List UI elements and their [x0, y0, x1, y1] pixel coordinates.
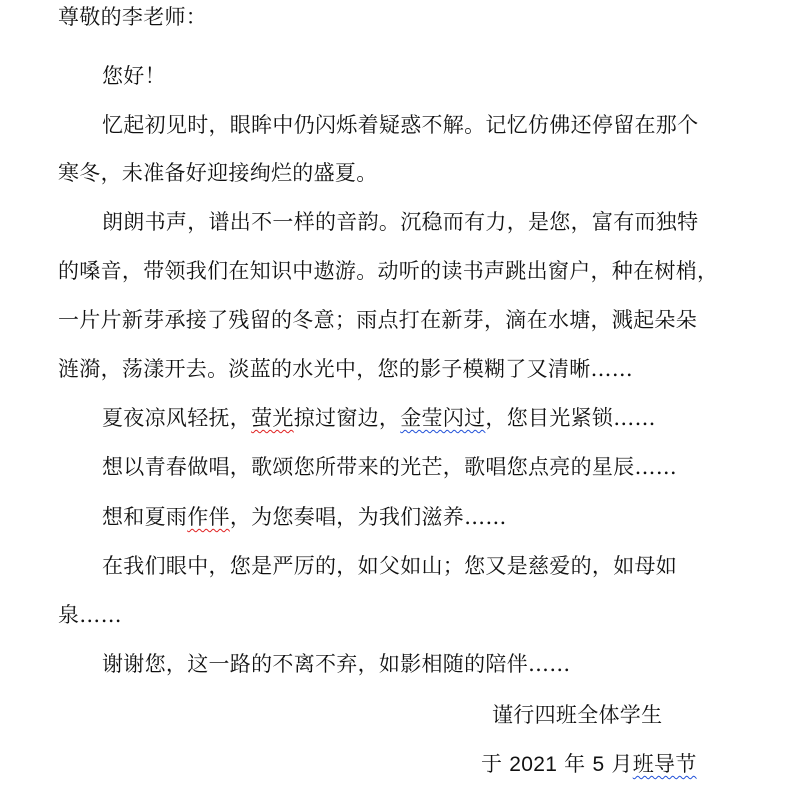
date-month-unit: 月: [604, 752, 633, 776]
paragraph-2-line-3: 一片片新芽承接了残留的冬意；雨点打在新芽，滴在水塘，溅起朵朵: [58, 308, 697, 332]
paragraph-2-line-2: 的嗓音，带领我们在知识中遨游。动听的读书声跳出窗户，种在树梢，: [58, 259, 719, 283]
paragraph-3-part-a: 夏夜凉风轻抚，: [102, 406, 252, 430]
date-month: 5: [592, 753, 605, 776]
paragraph-1-line-1: 忆起初见时，眼眸中仍闪烁着疑惑不解。记忆仿佛还停留在那个: [102, 113, 699, 137]
date-year-unit: 年: [557, 752, 593, 776]
paragraph-2-line-1: 朗朗书声，谱出不一样的音韵。沉稳而有力，是您，富有而独特: [102, 210, 699, 234]
paragraph-5: [102, 503, 507, 531]
paragraph-3-part-c: 掠过窗边，: [293, 406, 401, 430]
paragraph-5-part-a: 想和夏雨: [102, 505, 188, 529]
paragraph-7: 谢谢您，这一路的不离不弃，如影相随的陪伴……: [102, 652, 571, 676]
paragraph-6-line-1: 在我们眼中，您是严厉的，如父如山；您又是慈爱的，如母如: [102, 554, 678, 578]
signature: 谨行四班全体学生: [492, 703, 663, 727]
spellcheck-word-firefly-light[interactable]: 萤光: [251, 406, 294, 430]
paragraph-6-line-2: 泉……: [58, 603, 122, 627]
paragraph-1-line-2: 寒冬，未准备好迎接绚烂的盛夏。: [58, 161, 378, 185]
date-year: 2021: [509, 753, 558, 776]
greeting: 您好！: [102, 64, 166, 88]
grammar-flag-teacher-day[interactable]: 班导节: [632, 752, 697, 776]
paragraph-5-part-c: ，为您奏唱，为我们滋养……: [229, 505, 507, 529]
spellcheck-word-companion[interactable]: 作伴: [187, 505, 230, 529]
paragraph-3: [102, 404, 656, 432]
date-line: [481, 750, 697, 779]
date-prefix: 于: [481, 752, 510, 776]
paragraph-2-line-4: 涟漪，荡漾开去。淡蓝的水光中，您的影子模糊了又清晰……: [58, 357, 634, 381]
grammar-flag-golden-flash[interactable]: 金莹闪过: [400, 406, 486, 430]
paragraph-3-part-e: ，您目光紧锁……: [485, 406, 656, 430]
salutation: 尊敬的李老师：: [58, 5, 208, 29]
paragraph-4: 想以青春做唱，歌颂您所带来的光芒，歌唱您点亮的星辰……: [102, 455, 678, 479]
